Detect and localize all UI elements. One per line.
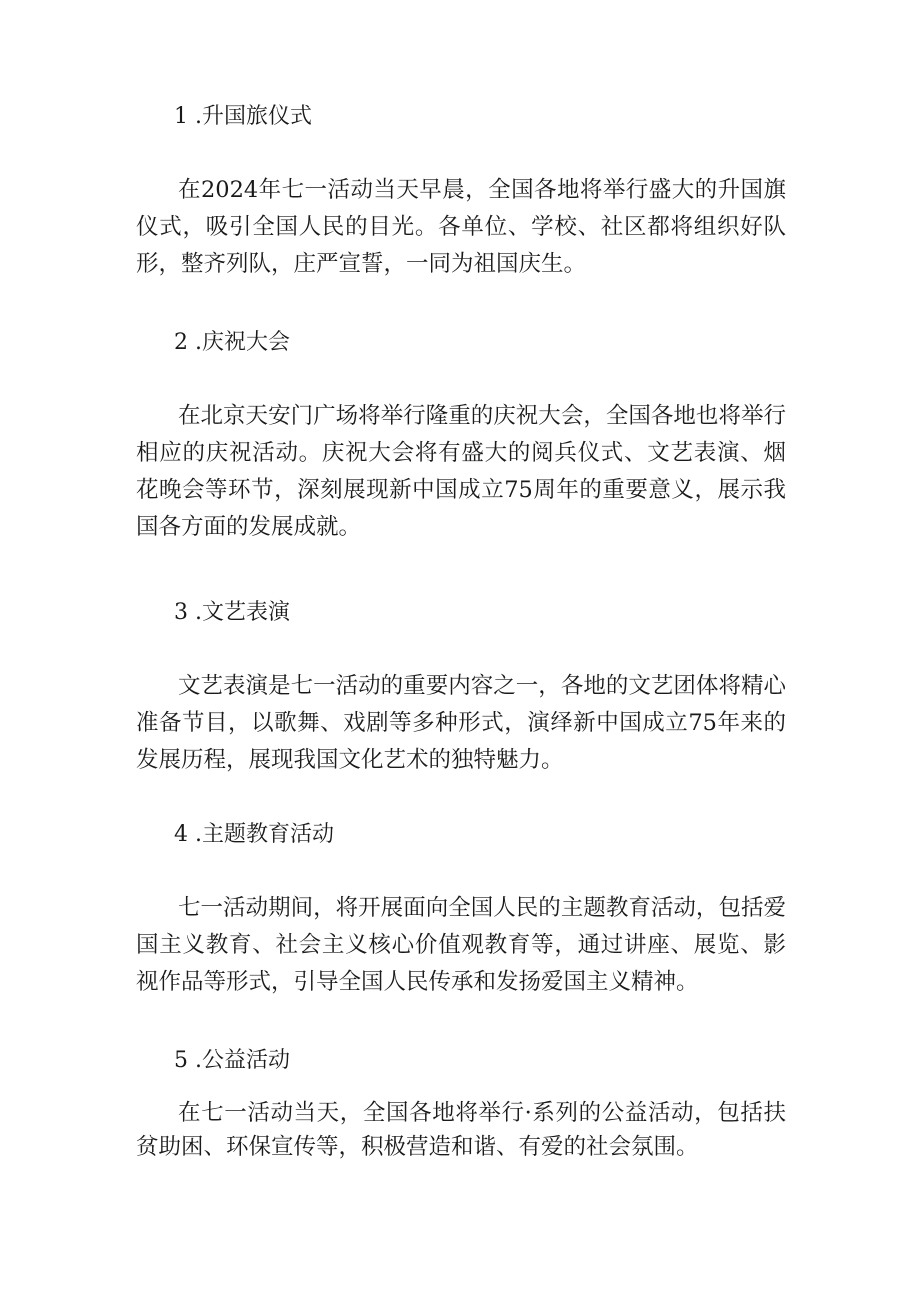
section-heading: 3 .文艺表演 [174,600,290,625]
section-heading: 2 .庆祝大会 [174,330,290,355]
section-heading: 5 .公益活动 [174,1048,290,1073]
section-paragraph: 七一活动期间，将开展面向全国人民的主题教育活动，包括爱国主义教育、社会主义核心价值观教育等，通过讲座、展览、影视作品等形式，引导全国人民传承和发扬爱国主义精神。 [136,895,786,995]
section-heading: 4 .主题教育活动 [174,822,334,847]
section-paragraph: 文艺表演是七一活动的重要内容之一，各地的文艺团体将精心准备节目，以歌舞、戏剧等多种形式，演绎新中国成立75年来的发展历程，展现我国文化艺术的独特魅力。 [136,673,786,773]
section-paragraph: 在北京天安门广场将举行隆重的庆祝大会，全国各地也将举行相应的庆祝活动。庆祝大会将有盛大的阅兵仪式、文艺表演、烟花晚会等环节，深刻展现新中国成立75周年的重要意义，展示我国各方面的发展成就。 [136,403,786,540]
section-paragraph: 在2024年七一活动当天早晨，全国各地将举行盛大的升国旗仪式，吸引全国人民的目光。各单位、学校、社区都将组织好队形，整齐列队，庄严宣誓，一同为祖国庆生。 [136,177,786,277]
section-heading: 1 .升国旅仪式 [174,104,312,129]
section-paragraph: 在七一活动当天，全国各地将举行·系列的公益活动，包括扶贫助困、环保宣传等，积极营造和谐、有爱的社会氛围。 [136,1100,786,1160]
